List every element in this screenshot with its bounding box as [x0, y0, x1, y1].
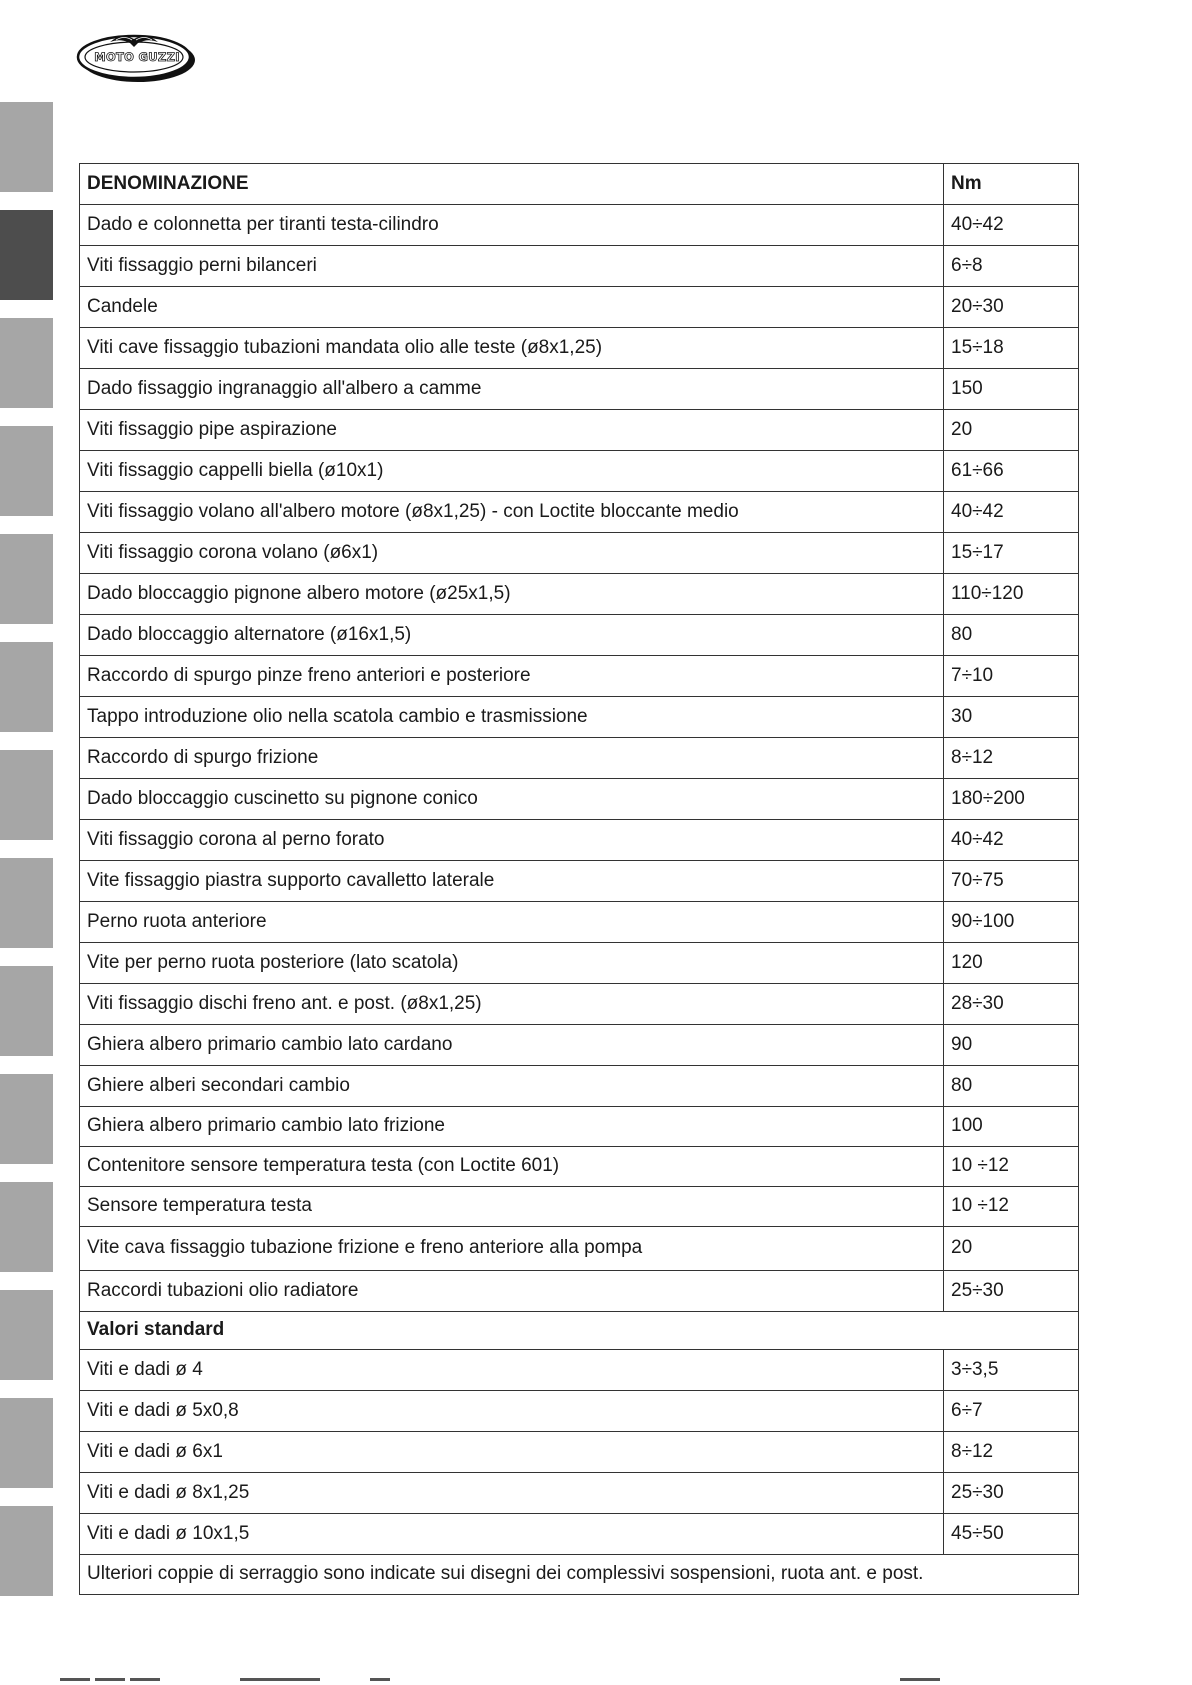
component-name: Perno ruota anteriore — [80, 902, 944, 943]
torque-value: 150 — [944, 369, 1079, 410]
chapter-tab[interactable] — [0, 1290, 53, 1380]
torque-value: 10 ÷12 — [944, 1147, 1079, 1187]
table-row — [80, 1391, 1079, 1432]
component-name: Viti e dadi ø 8x1,25 — [80, 1473, 944, 1514]
torque-value: 45÷50 — [944, 1514, 1079, 1555]
torque-value: 25÷30 — [944, 1271, 1079, 1312]
table-row — [80, 1514, 1079, 1555]
component-name: Tappo introduzione olio nella scatola cambio e trasmissione — [80, 697, 944, 738]
torque-value: 61÷66 — [944, 451, 1079, 492]
component-name: Dado bloccaggio pignone albero motore (ø25x1,5) — [80, 574, 944, 615]
footnote-row — [80, 1555, 1079, 1595]
chapter-tab[interactable] — [0, 1182, 53, 1272]
chapter-tab[interactable] — [0, 318, 53, 408]
torque-value: 20 — [944, 1227, 1079, 1271]
torque-value: 15÷18 — [944, 328, 1079, 369]
table-row — [80, 369, 1079, 410]
torque-value: 30 — [944, 697, 1079, 738]
table-row — [80, 656, 1079, 697]
torque-value: 10 ÷12 — [944, 1187, 1079, 1227]
component-name: Dado bloccaggio cuscinetto su pignone conico — [80, 779, 944, 820]
component-name: Viti e dadi ø 10x1,5 — [80, 1514, 944, 1555]
table-row — [80, 451, 1079, 492]
chapter-tab[interactable] — [0, 426, 53, 516]
torque-value: 20÷30 — [944, 287, 1079, 328]
table-row — [80, 779, 1079, 820]
torque-value: 90÷100 — [944, 902, 1079, 943]
chapter-tab[interactable] — [0, 750, 53, 840]
table-row — [80, 287, 1079, 328]
chapter-tab[interactable] — [0, 1074, 53, 1164]
table-row — [80, 1147, 1079, 1187]
table-row — [80, 1025, 1079, 1066]
header-value: Nm — [944, 164, 1079, 205]
table-row — [80, 861, 1079, 902]
component-name: Ghiere alberi secondari cambio — [80, 1066, 944, 1107]
table-row — [80, 1473, 1079, 1514]
torque-value: 8÷12 — [944, 1432, 1079, 1473]
table-row — [80, 1227, 1079, 1271]
table-row — [80, 697, 1079, 738]
torque-value: 100 — [944, 1107, 1079, 1147]
component-name: Viti e dadi ø 5x0,8 — [80, 1391, 944, 1432]
component-name: Viti e dadi ø 6x1 — [80, 1432, 944, 1473]
torque-value: 40÷42 — [944, 492, 1079, 533]
component-name: Viti fissaggio cappelli biella (ø10x1) — [80, 451, 944, 492]
torque-value: 25÷30 — [944, 1473, 1079, 1514]
chapter-tab[interactable] — [0, 966, 53, 1056]
torque-value: 180÷200 — [944, 779, 1079, 820]
component-name: Dado bloccaggio alternatore (ø16x1,5) — [80, 615, 944, 656]
table-row — [80, 1350, 1079, 1391]
torque-value: 70÷75 — [944, 861, 1079, 902]
component-name: Raccordo di spurgo frizione — [80, 738, 944, 779]
table-row — [80, 1187, 1079, 1227]
table-row — [80, 820, 1079, 861]
table-row — [80, 328, 1079, 369]
chapter-tab[interactable] — [0, 642, 53, 732]
component-name: Raccordo di spurgo pinze freno anteriori e posteriore — [80, 656, 944, 697]
section-header-row — [80, 1312, 1079, 1350]
component-name: Vite per perno ruota posteriore (lato scatola) — [80, 943, 944, 984]
component-name: Viti fissaggio dischi freno ant. e post. (ø8x1,25) — [80, 984, 944, 1025]
torque-value: 110÷120 — [944, 574, 1079, 615]
table-row — [80, 533, 1079, 574]
torque-value: 90 — [944, 1025, 1079, 1066]
component-name: Contenitore sensore temperatura testa (con Loctite 601) — [80, 1147, 944, 1187]
table-row — [80, 1432, 1079, 1473]
footnote: Ulteriori coppie di serraggio sono indicate sui disegni dei complessivi sospensioni, ruota ant. e post. — [80, 1555, 1079, 1595]
component-name: Viti fissaggio perni bilanceri — [80, 246, 944, 287]
torque-value: 80 — [944, 615, 1079, 656]
component-name: Viti fissaggio corona al perno forato — [80, 820, 944, 861]
chapter-tab[interactable] — [0, 1506, 53, 1596]
torque-value: 3÷3,5 — [944, 1350, 1079, 1391]
table-row — [80, 984, 1079, 1025]
footer-print-marks — [50, 1678, 950, 1681]
header-name: DENOMINAZIONE — [80, 164, 944, 205]
table-row — [80, 615, 1079, 656]
moto-guzzi-logo — [76, 22, 196, 84]
table-row — [80, 1066, 1079, 1107]
table-header-row — [80, 164, 1079, 205]
component-name: Vite cava fissaggio tubazione frizione e freno anteriore alla pompa — [80, 1227, 944, 1271]
chapter-tab[interactable] — [0, 1398, 53, 1488]
component-name: Sensore temperatura testa — [80, 1187, 944, 1227]
table-row — [80, 738, 1079, 779]
component-name: Dado fissaggio ingranaggio all'albero a camme — [80, 369, 944, 410]
table-row — [80, 574, 1079, 615]
table-row — [80, 943, 1079, 984]
table-row — [80, 246, 1079, 287]
component-name: Candele — [80, 287, 944, 328]
component-name: Viti fissaggio pipe aspirazione — [80, 410, 944, 451]
table-row — [80, 492, 1079, 533]
component-name: Viti e dadi ø 4 — [80, 1350, 944, 1391]
component-name: Viti fissaggio corona volano (ø6x1) — [80, 533, 944, 574]
table-row — [80, 1271, 1079, 1312]
component-name: Vite fissaggio piastra supporto cavalletto laterale — [80, 861, 944, 902]
component-name: Viti fissaggio volano all'albero motore (ø8x1,25) - con Loctite bloccante medio — [80, 492, 944, 533]
table-row — [80, 1107, 1079, 1147]
chapter-tab[interactable] — [0, 210, 53, 300]
torque-value: 40÷42 — [944, 205, 1079, 246]
torque-table — [79, 163, 1079, 1595]
chapter-tab[interactable] — [0, 858, 53, 948]
component-name: Dado e colonnetta per tiranti testa-cilindro — [80, 205, 944, 246]
chapter-tab[interactable] — [0, 534, 53, 624]
section-title: Valori standard — [80, 1312, 1079, 1350]
component-name: Raccordi tubazioni olio radiatore — [80, 1271, 944, 1312]
torque-value: 7÷10 — [944, 656, 1079, 697]
torque-value: 6÷8 — [944, 246, 1079, 287]
component-name: Ghiera albero primario cambio lato cardano — [80, 1025, 944, 1066]
torque-value: 80 — [944, 1066, 1079, 1107]
table-row — [80, 205, 1079, 246]
component-name: Viti cave fissaggio tubazioni mandata olio alle teste (ø8x1,25) — [80, 328, 944, 369]
torque-value: 15÷17 — [944, 533, 1079, 574]
torque-value: 120 — [944, 943, 1079, 984]
torque-value: 28÷30 — [944, 984, 1079, 1025]
torque-value: 20 — [944, 410, 1079, 451]
torque-value: 6÷7 — [944, 1391, 1079, 1432]
table-row — [80, 410, 1079, 451]
torque-value: 40÷42 — [944, 820, 1079, 861]
component-name: Ghiera albero primario cambio lato frizione — [80, 1107, 944, 1147]
chapter-tab[interactable] — [0, 102, 53, 192]
torque-value: 8÷12 — [944, 738, 1079, 779]
logo-text: MOTO GUZZI — [94, 50, 180, 64]
table-row — [80, 902, 1079, 943]
